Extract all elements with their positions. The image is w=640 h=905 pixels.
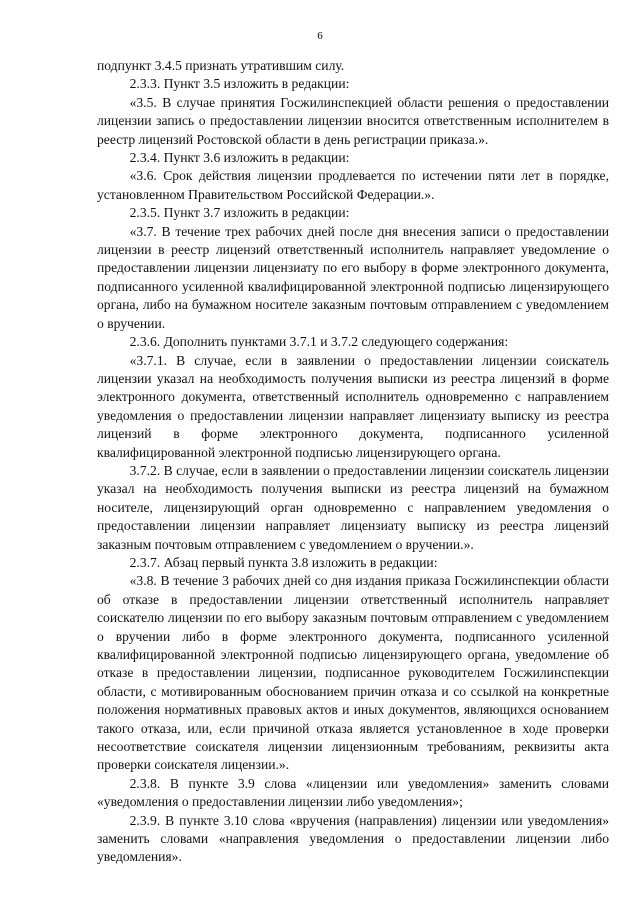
paragraph-2-3-8: 2.3.8. В пункте 3.9 слова «лицензии или уведомления» заменить словами «уведомления о предоставлении лицензии либо уведомления»; (97, 775, 609, 810)
paragraph-2-3-4: 2.3.4. Пункт 3.6 изложить в редакции: (129, 150, 350, 166)
paragraph-2-3-9: 2.3.9. В пункте 3.10 слова «вручения (направления) лицензии или уведомления» заменить словами «направления уведомления о предоставлении лицензии либо уведомления». (97, 812, 609, 865)
paragraph-2-3-3: 2.3.3. Пункт 3.5 изложить в редакции: (129, 76, 350, 92)
paragraph-2-3-6: 2.3.6. Дополнить пунктами 3.7.1 и 3.7.2 следующего содержания: (129, 334, 509, 350)
paragraph-3-7: «3.7. В течение трех рабочих дней после дня внесения записи о предоставлении лицензии в реестр лицензий ответственный исполнитель направляет уведомление о предоставлении лицензии лицензиату по его выбору в форме электронного документа, подписанного усиленной квалифицированной электронной подписью лицензирующего органа, либо на бумажном носителе заказным почтовым отправлением с уведомлением о вручении. (97, 223, 609, 331)
paragraph-3-7-1: «3.7.1. В случае, если в заявлении о предоставлении лицензии соискатель лицензии указал на необходимость получения выписки из реестра лицензий в форме электронного документа, ответственный исполнитель одновременно с направлением уведомления о предоставлении лицензии направляет лицензиату выписку из реестра лицензий в форме электронного документа, подписанного усиленной квалифицированной электронной подписью лицензирующего органа. (97, 352, 609, 460)
paragraph-2-3-5: 2.3.5. Пункт 3.7 изложить в редакции: (129, 205, 350, 221)
paragraph-3-5: «3.5. В случае принятия Госжилинспекцией области решения о предоставлении лицензии запись о предоставлении лицензии вносится ответственным исполнителем в реестр лицензий Ростовской области в день регистрации приказа.». (97, 94, 609, 147)
paragraph-3-8: «3.8. В течение 3 рабочих дней со дня издания приказа Госжилинспекции области об отказе в предоставлении лицензии ответственный исполнитель направляет соискателю лицензии по его выбору заказным почтовым отправлением с уведомлением о вручении либо в форме электронного документа, подписанного усиленной квалифицированной электронной подписью лицензирующего органа, уведомление об отказе в предоставлении лицензии, подписанное руководителем Госжилинспекции области, с мотивированным обоснованием причин отказа и со ссылкой на конкретные положения нормативных правовых актов и иных документов, являющихся основанием такого отказа, или, если причиной отказа является установленное в ходе проверки несоответствие соискателя лицензии лицензионным требованиям, реквизиты акта проверки соискателя лицензии.». (97, 573, 609, 773)
paragraph-continuation: подпункт 3.4.5 признать утратившим силу. (97, 58, 345, 73)
page-number: 6 (317, 30, 323, 42)
paragraph-2-3-7: 2.3.7. Абзац первый пункта 3.8 изложить в редакции: (129, 554, 438, 570)
paragraph-3-7-2: 3.7.2. В случае, если в заявлении о предоставлении лицензии соискатель лицензии указал на необходимость получения выписки из реестра лицензий на бумажном носителе, лицензирующий орган одновременно с направлением уведомления о предоставлении лицензии направляет лицензиату выписку из реестра лицензий заказным почтовым отправлением с уведомлением о вручении.». (97, 462, 609, 552)
paragraph-3-6: «3.6. Срок действия лицензии продлевается по истечении пяти лет в порядке, установленном Правительством Российской Федерации.». (97, 168, 609, 202)
document-body (97, 57, 609, 867)
